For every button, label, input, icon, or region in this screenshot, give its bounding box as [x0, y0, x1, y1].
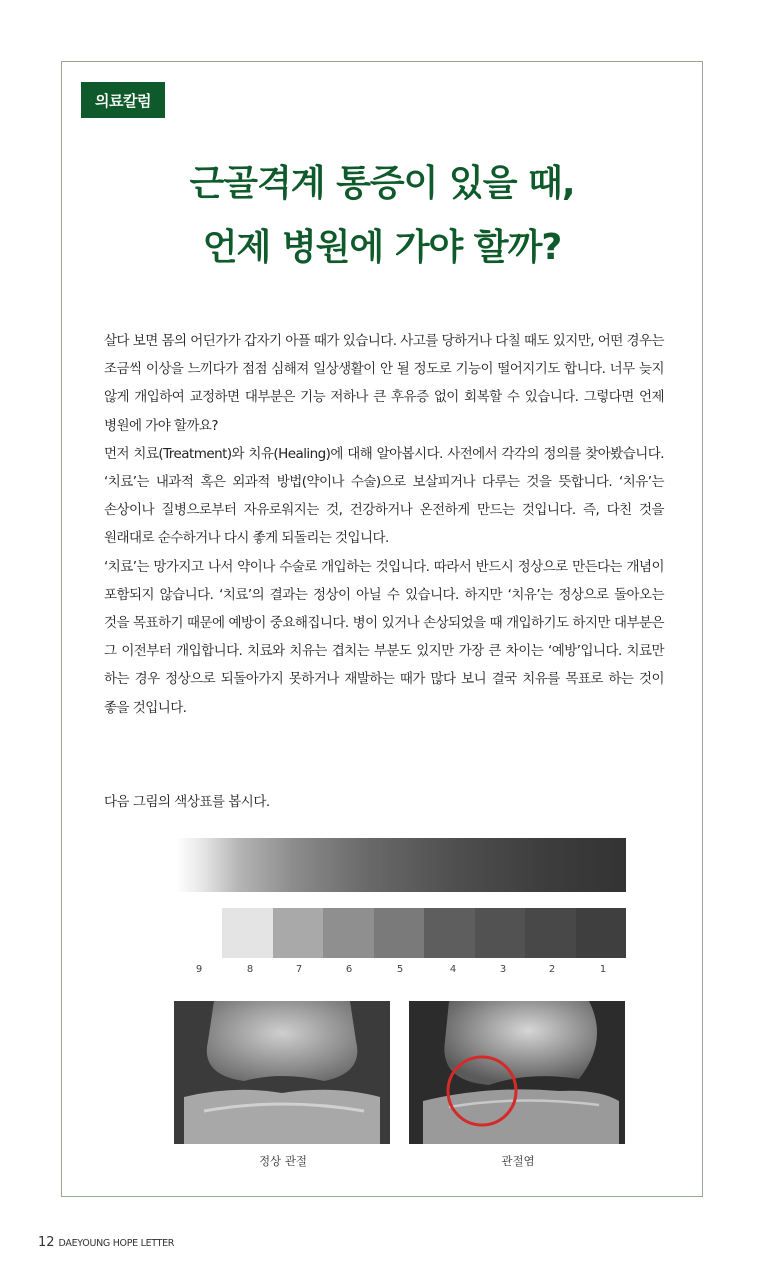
grayscale-swatch-4 — [374, 908, 425, 958]
grayscale-swatch-3 — [323, 908, 374, 958]
scale-label-7: 7 — [295, 964, 303, 975]
grayscale-gradient-bar — [176, 838, 626, 892]
normal-joint-label: 정상 관절 — [258, 1154, 308, 1168]
article-body — [104, 327, 664, 722]
scale-label-2: 2 — [548, 964, 556, 975]
scale-label-8: 8 — [246, 964, 254, 975]
paragraph-1: 살다 보면 몸의 어딘가가 갑자기 아플 때가 있습니다. 사고를 당하거나 다칠 때도 있지만, 어떤 경우는 조금씩 이상을 느끼다가 점점 심해져 일상생활이 안 될 정도로 기능이 떨어지기도 합니다. 너무 늦지 않게 개입하여 교정하면 대부분은 기능 저하나 큰 후유증 없이 회복할 수 있습니다. 그렇다면 언제 병원에 가야 할까요? — [104, 333, 664, 434]
scale-label-3: 3 — [499, 964, 507, 975]
headline-line-1: 근골격계 통증이 있을 때, — [189, 163, 575, 204]
page-footer — [38, 1235, 174, 1250]
grayscale-scale-labels — [0, 964, 765, 978]
grayscale-swatch-1 — [222, 908, 273, 958]
figure-intro-text: 다음 그림의 색상표를 봅시다. — [104, 794, 270, 810]
grayscale-swatch-7 — [525, 908, 576, 958]
grayscale-swatch-6 — [475, 908, 526, 958]
scale-label-5: 5 — [396, 964, 404, 975]
paragraph-3: ‘치료’는 망가지고 나서 약이나 수술로 개입하는 것입니다. 따라서 반드시 정상으로 만든다는 개념이 포함되지 않습니다. ‘치료’의 결과는 정상이 아닐 수 있습니다. 하지만 ‘치유’는 정상으로 돌아오는 것을 목표하기 때문에 예방이 중요해집니다. 병이 있거나 손상되었을 때 개입하기도 하지만 대부분은 그 이전부터 개입합니다. 치료와 치유는 겹치는 부분도 있지만 가장 큰 차이는 ‘예방’입니다. 치료만 하는 경우 정상으로 되돌아가지 못하거나 재발하는 때가 많다 보니 결국 치유를 목표로 하는 것이 좋을 것입니다. — [104, 558, 664, 716]
page-number: 12 — [38, 1235, 55, 1250]
grayscale-swatch-5 — [424, 908, 475, 958]
scale-label-9: 9 — [195, 964, 203, 975]
category-badge: 의료칼럼 — [81, 82, 165, 118]
scale-label-4: 4 — [449, 964, 457, 975]
arthritis-joint-xray-image — [409, 1001, 625, 1144]
arthritis-label: 관절염 — [501, 1154, 535, 1168]
paragraph-2: 먼저 치료(Treatment)와 치유(Healing)에 대해 알아봅시다. 사전에서 각각의 정의를 찾아봤습니다. ‘치료’는 내과적 혹은 외과적 방법(약이나 수술)으로 보살피거나 다루는 것을 뜻합니다. ‘치유’는 손상이나 질병으로부터 자유로워지는 것, 건강하거나 온전하게 만드는 것입니다. 즉, 다친 것을 원래대로 순수하거나 다시 좋게 되돌리는 것입니다. — [104, 445, 664, 547]
grayscale-swatch-strip — [222, 908, 626, 958]
grayscale-swatch-2 — [273, 908, 324, 958]
grayscale-swatch-8 — [576, 908, 627, 958]
scale-label-1: 1 — [599, 964, 607, 975]
normal-joint-xray-image — [174, 1001, 390, 1144]
scale-label-6: 6 — [345, 964, 353, 975]
publication-name: DAEYOUNG HOPE LETTER — [58, 1238, 175, 1249]
headline-line-2: 언제 병원에 가야 할까? — [202, 227, 562, 268]
